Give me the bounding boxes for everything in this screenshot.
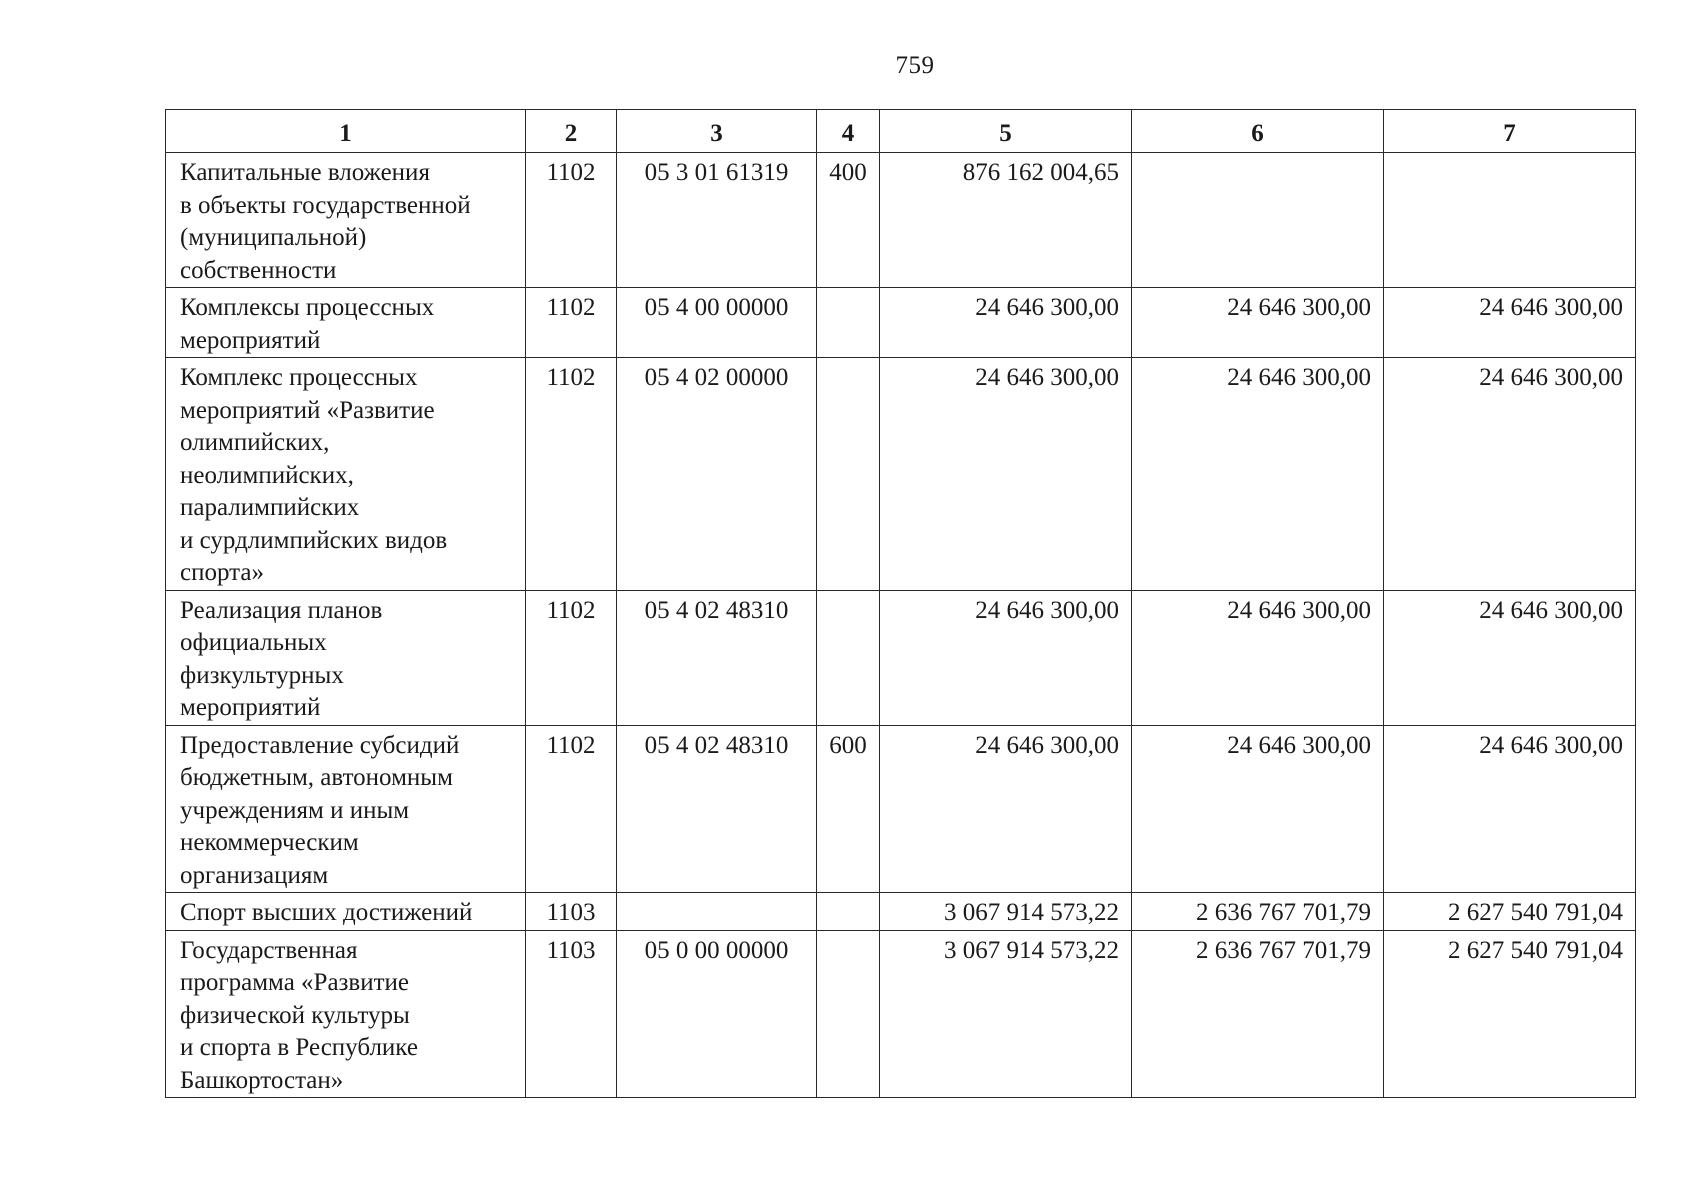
row-section: 1102 (526, 590, 617, 725)
row-value-6: 2 636 767 701,79 (1132, 893, 1384, 931)
table-row (166, 288, 1636, 358)
row-value-5: 24 646 300,00 (880, 288, 1132, 358)
row-name: Комплекс процессных мероприятий «Развитие олимпийских, неолимпийских, паралимпийских и сурдлимпийских видов спорта» (166, 358, 526, 591)
table-row (166, 725, 1636, 893)
row-section: 1103 (526, 893, 617, 931)
row-value-5: 24 646 300,00 (880, 725, 1132, 893)
row-section: 1103 (526, 930, 617, 1098)
row-type (817, 930, 880, 1098)
row-type (817, 358, 880, 591)
row-code (617, 893, 817, 931)
row-section: 1102 (526, 725, 617, 893)
row-value-7: 24 646 300,00 (1384, 358, 1636, 591)
row-code: 05 0 00 00000 (617, 930, 817, 1098)
table-row (166, 930, 1636, 1098)
column-header-1: 1 (166, 110, 526, 153)
row-value-7: 2 627 540 791,04 (1384, 893, 1636, 931)
row-value-5: 3 067 914 573,22 (880, 930, 1132, 1098)
column-header-2: 2 (526, 110, 617, 153)
row-name: Комплексы процессных мероприятий (166, 288, 526, 358)
row-value-7: 24 646 300,00 (1384, 725, 1636, 893)
row-value-6: 24 646 300,00 (1132, 358, 1384, 591)
row-name: Капитальные вложения в объекты государственной (муниципальной) собственности (166, 153, 526, 288)
column-header-6: 6 (1132, 110, 1384, 153)
table-row (166, 893, 1636, 931)
table-row (166, 153, 1636, 288)
row-name: Спорт высших достижений (166, 893, 526, 931)
row-value-5: 24 646 300,00 (880, 590, 1132, 725)
row-type: 400 (817, 153, 880, 288)
table-row (166, 358, 1636, 591)
column-header-4: 4 (817, 110, 880, 153)
page-number: 759 (895, 52, 935, 79)
row-value-7 (1384, 153, 1636, 288)
row-name: Реализация планов официальных физкультурных мероприятий (166, 590, 526, 725)
row-value-7: 24 646 300,00 (1384, 288, 1636, 358)
row-value-6: 24 646 300,00 (1132, 590, 1384, 725)
table-row (166, 590, 1636, 725)
row-value-5: 24 646 300,00 (880, 358, 1132, 591)
row-code: 05 4 00 00000 (617, 288, 817, 358)
row-value-7: 2 627 540 791,04 (1384, 930, 1636, 1098)
row-section: 1102 (526, 358, 617, 591)
row-value-7: 24 646 300,00 (1384, 590, 1636, 725)
row-value-5: 876 162 004,65 (880, 153, 1132, 288)
row-value-6 (1132, 153, 1384, 288)
row-type (817, 590, 880, 725)
row-section: 1102 (526, 153, 617, 288)
row-type (817, 893, 880, 931)
row-name: Государственная программа «Развитие физической культуры и спорта в Республике Башкортостан» (166, 930, 526, 1098)
row-value-5: 3 067 914 573,22 (880, 893, 1132, 931)
budget-table (165, 109, 1636, 1098)
row-value-6: 24 646 300,00 (1132, 725, 1384, 893)
row-code: 05 4 02 48310 (617, 590, 817, 725)
row-code: 05 4 02 00000 (617, 358, 817, 591)
column-header-7: 7 (1384, 110, 1636, 153)
row-type: 600 (817, 725, 880, 893)
header-row (166, 110, 1636, 153)
row-code: 05 4 02 48310 (617, 725, 817, 893)
row-code: 05 3 01 61319 (617, 153, 817, 288)
row-value-6: 24 646 300,00 (1132, 288, 1384, 358)
row-name: Предоставление субсидий бюджетным, автономным учреждениям и иным некоммерческим организациям (166, 725, 526, 893)
column-header-5: 5 (880, 110, 1132, 153)
row-value-6: 2 636 767 701,79 (1132, 930, 1384, 1098)
column-header-3: 3 (617, 110, 817, 153)
row-section: 1102 (526, 288, 617, 358)
row-type (817, 288, 880, 358)
